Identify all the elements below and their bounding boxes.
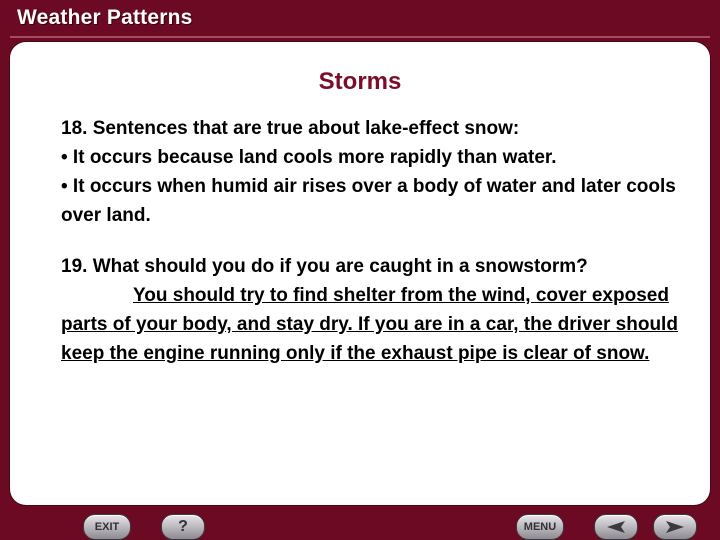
- menu-label: MENU: [523, 521, 557, 533]
- header-divider: [10, 36, 710, 38]
- slide-content: [61, 114, 681, 368]
- exit-button[interactable]: [83, 514, 131, 540]
- exit-label: EXIT: [94, 521, 120, 533]
- navigation-bar: [0, 505, 720, 540]
- content-panel: [10, 42, 710, 505]
- right-arrow-icon: [664, 520, 686, 534]
- slide-title: Storms: [318, 68, 402, 95]
- menu-button[interactable]: [516, 514, 564, 540]
- help-button[interactable]: [161, 514, 205, 540]
- q18-bullet-1: • It occurs because land cools more rapidly than water.: [61, 147, 557, 168]
- q18-bullet-2: • It occurs when humid air rises over a body of water and later cools over land.: [61, 176, 676, 226]
- spacer: [61, 230, 681, 252]
- q19-answer-block: [61, 281, 681, 368]
- q19-answer: You should try to find shelter from the wind, cover exposed parts of your body, and stay dry. If you are in a car, the driver should keep the engine running only if the exhaust pipe is clear of snow.: [61, 285, 678, 364]
- help-label: ?: [178, 518, 188, 535]
- question-18: 18. Sentences that are true about lake-effect snow:: [61, 118, 520, 139]
- header-title: Weather Patterns: [17, 6, 193, 29]
- previous-button[interactable]: [594, 514, 638, 540]
- next-button[interactable]: [653, 514, 697, 540]
- left-arrow-icon: [605, 520, 627, 534]
- question-19: 19. What should you do if you are caught in a snowstorm?: [61, 256, 588, 277]
